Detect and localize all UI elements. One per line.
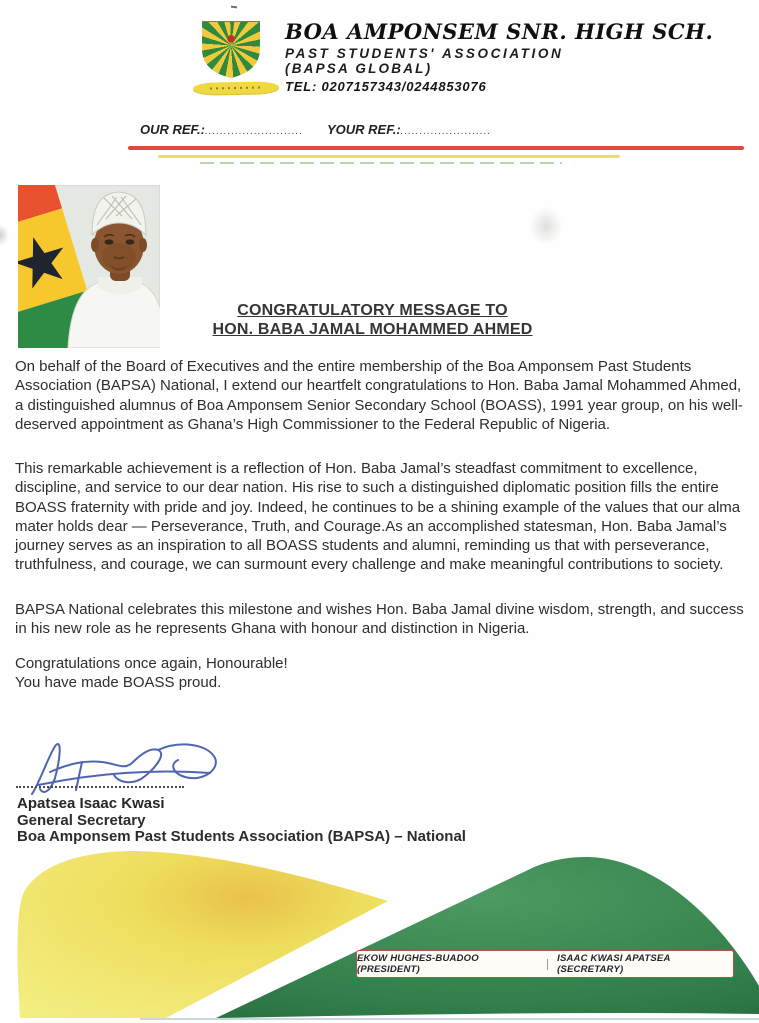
telephone-line: TEL: 0207157343/0244853076 <box>285 79 487 94</box>
letter-title-line2: HON. BABA JAMAL MOHAMMED AHMED <box>212 320 533 338</box>
executives-banner <box>356 950 734 978</box>
secretary-name: ISAAC KWASI APATSEA (SECRETARY) <box>557 953 671 975</box>
letter-title-line1: CONGRATULATORY MESSAGE TO <box>237 302 508 319</box>
signatory-organization: Boa Amponsem Past Students Association (BAPSA) – National <box>17 828 466 845</box>
association-subname: (BAPSA GLOBAL) <box>285 61 433 76</box>
handwritten-signature <box>22 738 237 800</box>
your-ref-leader: ........................ <box>400 126 492 137</box>
closing-line-1: Congratulations once again, Honourable! <box>15 655 288 672</box>
signature-rule <box>16 776 184 788</box>
motto-ribbon <box>193 81 279 94</box>
body-paragraph-3: BAPSA National celebrates this milestone and wishes Hon. Baba Jamal divine wisdom, strength, and success in his new role as he represents Ghana with honour and distinction in Nigeria. <box>15 601 744 638</box>
body-paragraph-2: This remarkable achievement is a reflection of Hon. Baba Jamal’s steadfast commitment to excellence, discipline, and service to our dear nation. His rise to such a distinguished diplomatic position fills the entire BOASS fraternity with pride and joy. Indeed, he continues to be a shining example of the values that our alma mater holds dear — Perseverance, Truth, and Courage.As an accomplished statesman, Hon. Baba Jamal’s journey serves as an inspiration to all BOASS students and alumni, reminding us that with perseverance, truthfulness, and courage, we can surmount every challenge and make meaningful contributions to society. <box>15 460 741 574</box>
letter-title <box>10 302 735 339</box>
signatory-role: General Secretary <box>17 812 146 829</box>
footer-wave-graphic <box>0 840 759 1023</box>
closing-line-2: You have made BOASS proud. <box>15 673 222 691</box>
school-crest-icon <box>200 21 262 79</box>
divider-line-red <box>128 146 744 150</box>
scan-artifact <box>528 205 564 247</box>
school-name: BOA AMPONSEM SNR. HIGH SCH. <box>285 19 714 44</box>
divider-line-yellow <box>158 155 620 158</box>
your-ref-field <box>327 122 491 137</box>
president-name: EKOW HUGHES-BUADOO (PRESIDENT) <box>357 953 479 975</box>
body-paragraph-1: On behalf of the Board of Executives and the entire membership of the Boa Amponsem Past Students Association (BAPSA) National, I extend our heartfelt congratulations to Hon. Baba Jamal Mohammed Ahmed, a distinguished alumnus of Boa Amponsem Senior Secondary School (BOASS), 1991 year group, on his well-deserved appointment as Ghana’s High Commissioner to the Federal Republic of Nigeria. <box>15 358 743 433</box>
closing-lines <box>15 655 288 692</box>
your-ref-label: YOUR REF.: <box>327 122 401 137</box>
our-ref-label: OUR REF.: <box>140 122 205 137</box>
banner-divider <box>547 959 548 970</box>
association-name: PAST STUDENTS' ASSOCIATION <box>285 46 564 61</box>
our-ref-field <box>140 122 303 137</box>
scan-artifact <box>0 224 9 246</box>
signatory-name: Apatsea Isaac Kwasi <box>17 795 165 812</box>
scan-artifact <box>231 6 237 9</box>
divider-line-green <box>200 162 562 164</box>
our-ref-leader: .......................... <box>205 126 304 137</box>
